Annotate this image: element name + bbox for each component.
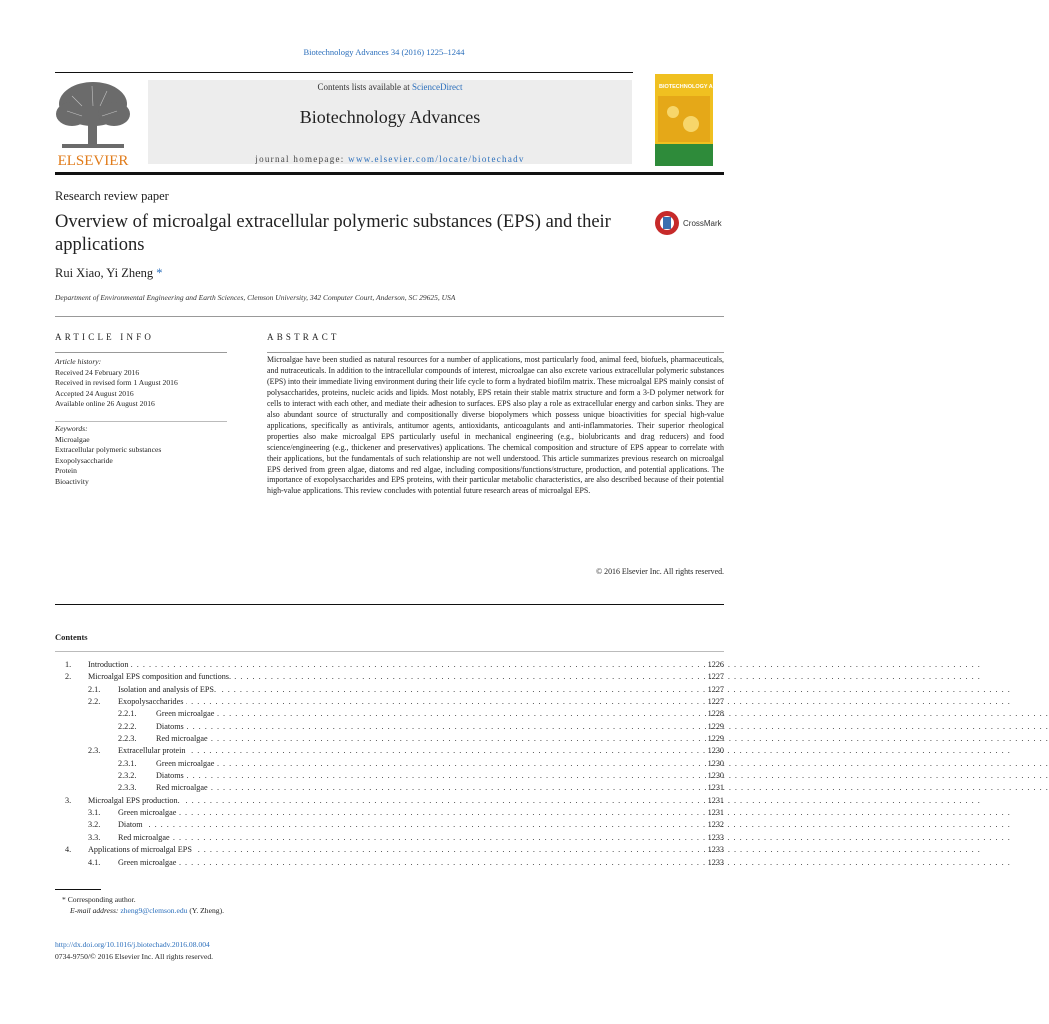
toc-title-leader xyxy=(118,857,694,869)
toc-title[interactable]: Isolation and analysis of EPS. xyxy=(118,685,219,694)
toc-entry[interactable] xyxy=(55,819,724,831)
keywords xyxy=(55,424,230,488)
contents-heading: Contents xyxy=(55,632,88,642)
keyword: Microalgae xyxy=(55,434,90,444)
abstract-heading: ABSTRACT xyxy=(267,332,340,342)
toc-page-number: 1230 xyxy=(707,771,724,781)
paper-type: Research review paper xyxy=(55,189,169,203)
cover-title: BIOTECHNOLOGY ADVANCES xyxy=(659,84,740,90)
toc-number: 2.2.1. xyxy=(118,709,137,719)
toc-page-number: 1229 xyxy=(707,721,724,731)
toc-title[interactable]: Microalgal EPS composition and functions. xyxy=(88,672,234,681)
toc-page-number: 1233 xyxy=(707,832,724,842)
abstract-text: Microalgae have been studied as natural resources for a number of applications, most particularly food, animal feed, biofuels, pharmaceuticals, and nutraceuticals. In addition to the intracellular compounds of interest, microalgae can also excrete various extracellular polymeric substances (EPS) into their immediate living environment during their life cycle to form a hydrated biofilm matrix. These microalgal EPS mainly consist of polysaccharides, proteins, nucleic acids and lipids. Most notably, EPS retain their stable matrix structure and form a 3-D polymer network for cells to interact with each other, and mediate their adhesion to surfaces. EPS also play a role as extracellular energy and carbon sinks. They are also abundant source of structurally and compositionally diverse biopolymers which possess unique bioactivities for special high-value applications, specifically as antivirals, antitumor agents, antioxidants, anticoagulants and anti-inflammatories. Their superior rheological properties also make microalgal EPS particularly useful in mechanical engineering (e.g., biolubricants and drag reducers) and food science/engineering (e.g., thickener and preservatives) applications. The chemical composition and structure of EPS appear to correlate with their applications, but the fundamentals of such relationship are not well understood. This article summarizes previous research on microalgal EPS derived from green algae, diatoms and red algae, including compositions/functions/structure, production, and potential applications. The importance of exopolysaccharides and EPS proteins, with their particular metabolic characteristics, are also described because of their potential high-value applications. This review concludes with potential future research areas of microalgal EPS. xyxy=(267,355,724,496)
toc-entry[interactable] xyxy=(55,671,724,683)
divider xyxy=(55,604,724,605)
contents-prefix: Contents lists available at xyxy=(317,82,412,92)
email-link[interactable]: zheng9@clemson.edu xyxy=(120,906,188,915)
toc-title-leader xyxy=(88,844,694,856)
toc-entry[interactable] xyxy=(55,844,724,856)
toc-title-leader xyxy=(118,745,694,757)
elsevier-logo xyxy=(52,76,134,168)
table-of-contents xyxy=(55,659,724,869)
toc-title-leader xyxy=(118,807,694,819)
toc-number: 4. xyxy=(65,845,72,855)
doi-link[interactable]: http://dx.doi.org/10.1016/j.biotechadv.2016.08.004 xyxy=(55,940,210,949)
toc-title-leader xyxy=(156,721,694,733)
toc-title[interactable]: Diatoms xyxy=(156,722,187,731)
footnote-text: Corresponding author. xyxy=(67,895,136,904)
toc-title-leader xyxy=(88,795,694,807)
toc-entry[interactable] xyxy=(55,758,724,770)
corresponding-footnote xyxy=(62,895,136,904)
issn-copyright: 0734-9750/© 2016 Elsevier Inc. All rights reserved. xyxy=(55,952,214,961)
contents-available xyxy=(148,82,632,92)
keyword: Extracellular polymeric substances xyxy=(55,445,162,455)
toc-number: 3.1. xyxy=(88,808,101,818)
toc-title-leader xyxy=(88,659,694,671)
toc-page-number: 1229 xyxy=(707,734,724,744)
toc-page-number: 1226 xyxy=(707,660,724,669)
toc-number: 2.3.3. xyxy=(118,783,137,793)
email-label: E-mail address: xyxy=(70,906,121,915)
header-top-rule xyxy=(55,72,633,73)
toc-number: 4.1. xyxy=(88,857,101,867)
toc-title-leader xyxy=(156,782,694,794)
divider xyxy=(55,316,724,317)
divider xyxy=(55,651,724,652)
author-list xyxy=(55,266,163,281)
toc-entry[interactable] xyxy=(55,721,724,733)
journal-citation[interactable]: Biotechnology Advances 34 (2016) 1225–1244 xyxy=(303,47,465,57)
revised-date: Received in revised form 1 August 2016 xyxy=(55,378,178,388)
toc-entry[interactable] xyxy=(55,782,724,794)
toc-number: 2.3.1. xyxy=(118,758,137,768)
toc-number: 3.2. xyxy=(88,820,101,830)
online-date: Available online 26 August 2016 xyxy=(55,399,155,409)
journal-homepage xyxy=(148,154,632,164)
toc-page-number: 1227 xyxy=(707,684,724,694)
keyword: Exopolysaccharide xyxy=(55,455,113,465)
crossmark-badge[interactable] xyxy=(654,209,726,237)
keyword: Bioactivity xyxy=(55,476,89,486)
toc-number: 2.2.2. xyxy=(118,721,137,731)
toc-page-number: 1233 xyxy=(707,857,724,867)
divider xyxy=(55,352,227,353)
toc-page-number: 1228 xyxy=(707,709,724,719)
toc-title[interactable]: Green microalgae xyxy=(156,709,217,718)
toc-title[interactable]: Introduction xyxy=(88,660,131,669)
toc-number: 2. xyxy=(65,672,72,682)
toc-title[interactable]: Extracellular protein xyxy=(118,746,189,755)
toc-entry[interactable] xyxy=(55,684,724,696)
homepage-prefix: journal homepage: xyxy=(255,154,349,164)
publisher-wordmark: ELSEVIER xyxy=(57,153,129,169)
toc-title[interactable]: Red microalgae xyxy=(156,783,211,792)
divider xyxy=(55,421,227,422)
toc-title-leader xyxy=(156,770,694,782)
toc-title[interactable]: Applications of microalgal EPS xyxy=(88,845,195,854)
toc-title[interactable]: Red microalgae xyxy=(118,833,173,842)
toc-number: 2.2. xyxy=(88,697,101,707)
toc-number: 2.3. xyxy=(88,746,101,756)
footnote-mark: * xyxy=(62,895,66,904)
footnote-rule xyxy=(55,889,101,890)
toc-title-leader xyxy=(118,696,694,708)
article-info-heading: ARTICLE INFO xyxy=(55,332,155,342)
received-date: Received 24 February 2016 xyxy=(55,367,140,377)
toc-entry[interactable] xyxy=(55,733,724,745)
toc-page-number: 1231 xyxy=(707,795,724,805)
toc-number: 2.2.3. xyxy=(118,734,137,744)
divider xyxy=(267,352,724,353)
toc-title[interactable]: Green microalgae xyxy=(118,808,179,817)
history-label: Article history: xyxy=(55,357,102,366)
affiliation: Department of Environmental Engineering and Earth Sciences, Clemson University, 342 Computer Court, Anderson, SC 29625, USA xyxy=(55,293,456,302)
toc-entry[interactable] xyxy=(55,832,724,844)
toc-entry[interactable] xyxy=(55,659,724,671)
toc-title-leader xyxy=(156,733,694,745)
toc-title-leader xyxy=(88,671,694,683)
toc-title-leader xyxy=(118,819,694,831)
toc-number: 2.3.2. xyxy=(118,771,137,781)
toc-number: 3. xyxy=(65,795,72,805)
toc-title[interactable]: Exopolysaccharides xyxy=(118,697,186,706)
toc-entry[interactable] xyxy=(55,708,724,720)
accepted-date: Accepted 24 August 2016 xyxy=(55,388,134,398)
keywords-label: Keywords: xyxy=(55,424,88,433)
toc-page-number: 1230 xyxy=(707,758,724,768)
journal-cover-image xyxy=(655,74,740,166)
toc-entry[interactable] xyxy=(55,745,724,757)
article-history xyxy=(55,357,230,410)
header-bottom-rule xyxy=(55,172,724,175)
toc-title[interactable]: Diatoms xyxy=(156,771,187,780)
toc-page-number: 1233 xyxy=(707,845,724,855)
toc-entry[interactable] xyxy=(55,857,724,869)
toc-page-number: 1232 xyxy=(707,820,724,830)
toc-page-number: 1227 xyxy=(707,672,724,682)
article-title: Overview of microalgal extracellular polymeric substances (EPS) and their applications xyxy=(55,212,611,255)
journal-title: Biotechnology Advances xyxy=(299,107,481,127)
email-footnote xyxy=(70,906,224,915)
toc-title-leader xyxy=(118,832,694,844)
toc-title[interactable]: Red microalgae xyxy=(156,734,211,743)
toc-title[interactable]: Green microalgae xyxy=(156,759,217,768)
toc-number: 2.1. xyxy=(88,684,101,694)
toc-entry[interactable] xyxy=(55,770,724,782)
keyword: Protein xyxy=(55,466,77,476)
toc-entry[interactable] xyxy=(55,807,724,819)
toc-title-leader xyxy=(156,758,694,770)
sciencedirect-link[interactable]: ScienceDirect xyxy=(412,82,463,92)
toc-page-number: 1231 xyxy=(707,808,724,818)
toc-title[interactable]: Microalgal EPS production. xyxy=(88,796,183,805)
toc-title[interactable]: Diatom xyxy=(118,820,146,829)
toc-page-number: 1231 xyxy=(707,783,724,793)
crossmark-label: CrossMark xyxy=(683,219,722,228)
toc-title-leader xyxy=(156,708,694,720)
toc-entry[interactable] xyxy=(55,795,724,807)
authors: Rui Xiao, Yi Zheng xyxy=(55,266,154,280)
toc-title-leader xyxy=(118,684,694,696)
corresponding-author-link[interactable]: * xyxy=(156,266,163,280)
toc-page-number: 1227 xyxy=(707,697,724,707)
toc-page-number: 1230 xyxy=(707,746,724,756)
toc-title[interactable]: Green microalgae xyxy=(118,858,179,867)
toc-number: 3.3. xyxy=(88,832,101,842)
email-suffix: (Y. Zheng). xyxy=(187,906,224,915)
toc-number: 1. xyxy=(65,660,72,669)
toc-entry[interactable] xyxy=(55,696,724,708)
abstract-copyright: © 2016 Elsevier Inc. All rights reserved. xyxy=(596,567,724,576)
homepage-link[interactable]: www.elsevier.com/locate/biotechadv xyxy=(348,154,525,164)
